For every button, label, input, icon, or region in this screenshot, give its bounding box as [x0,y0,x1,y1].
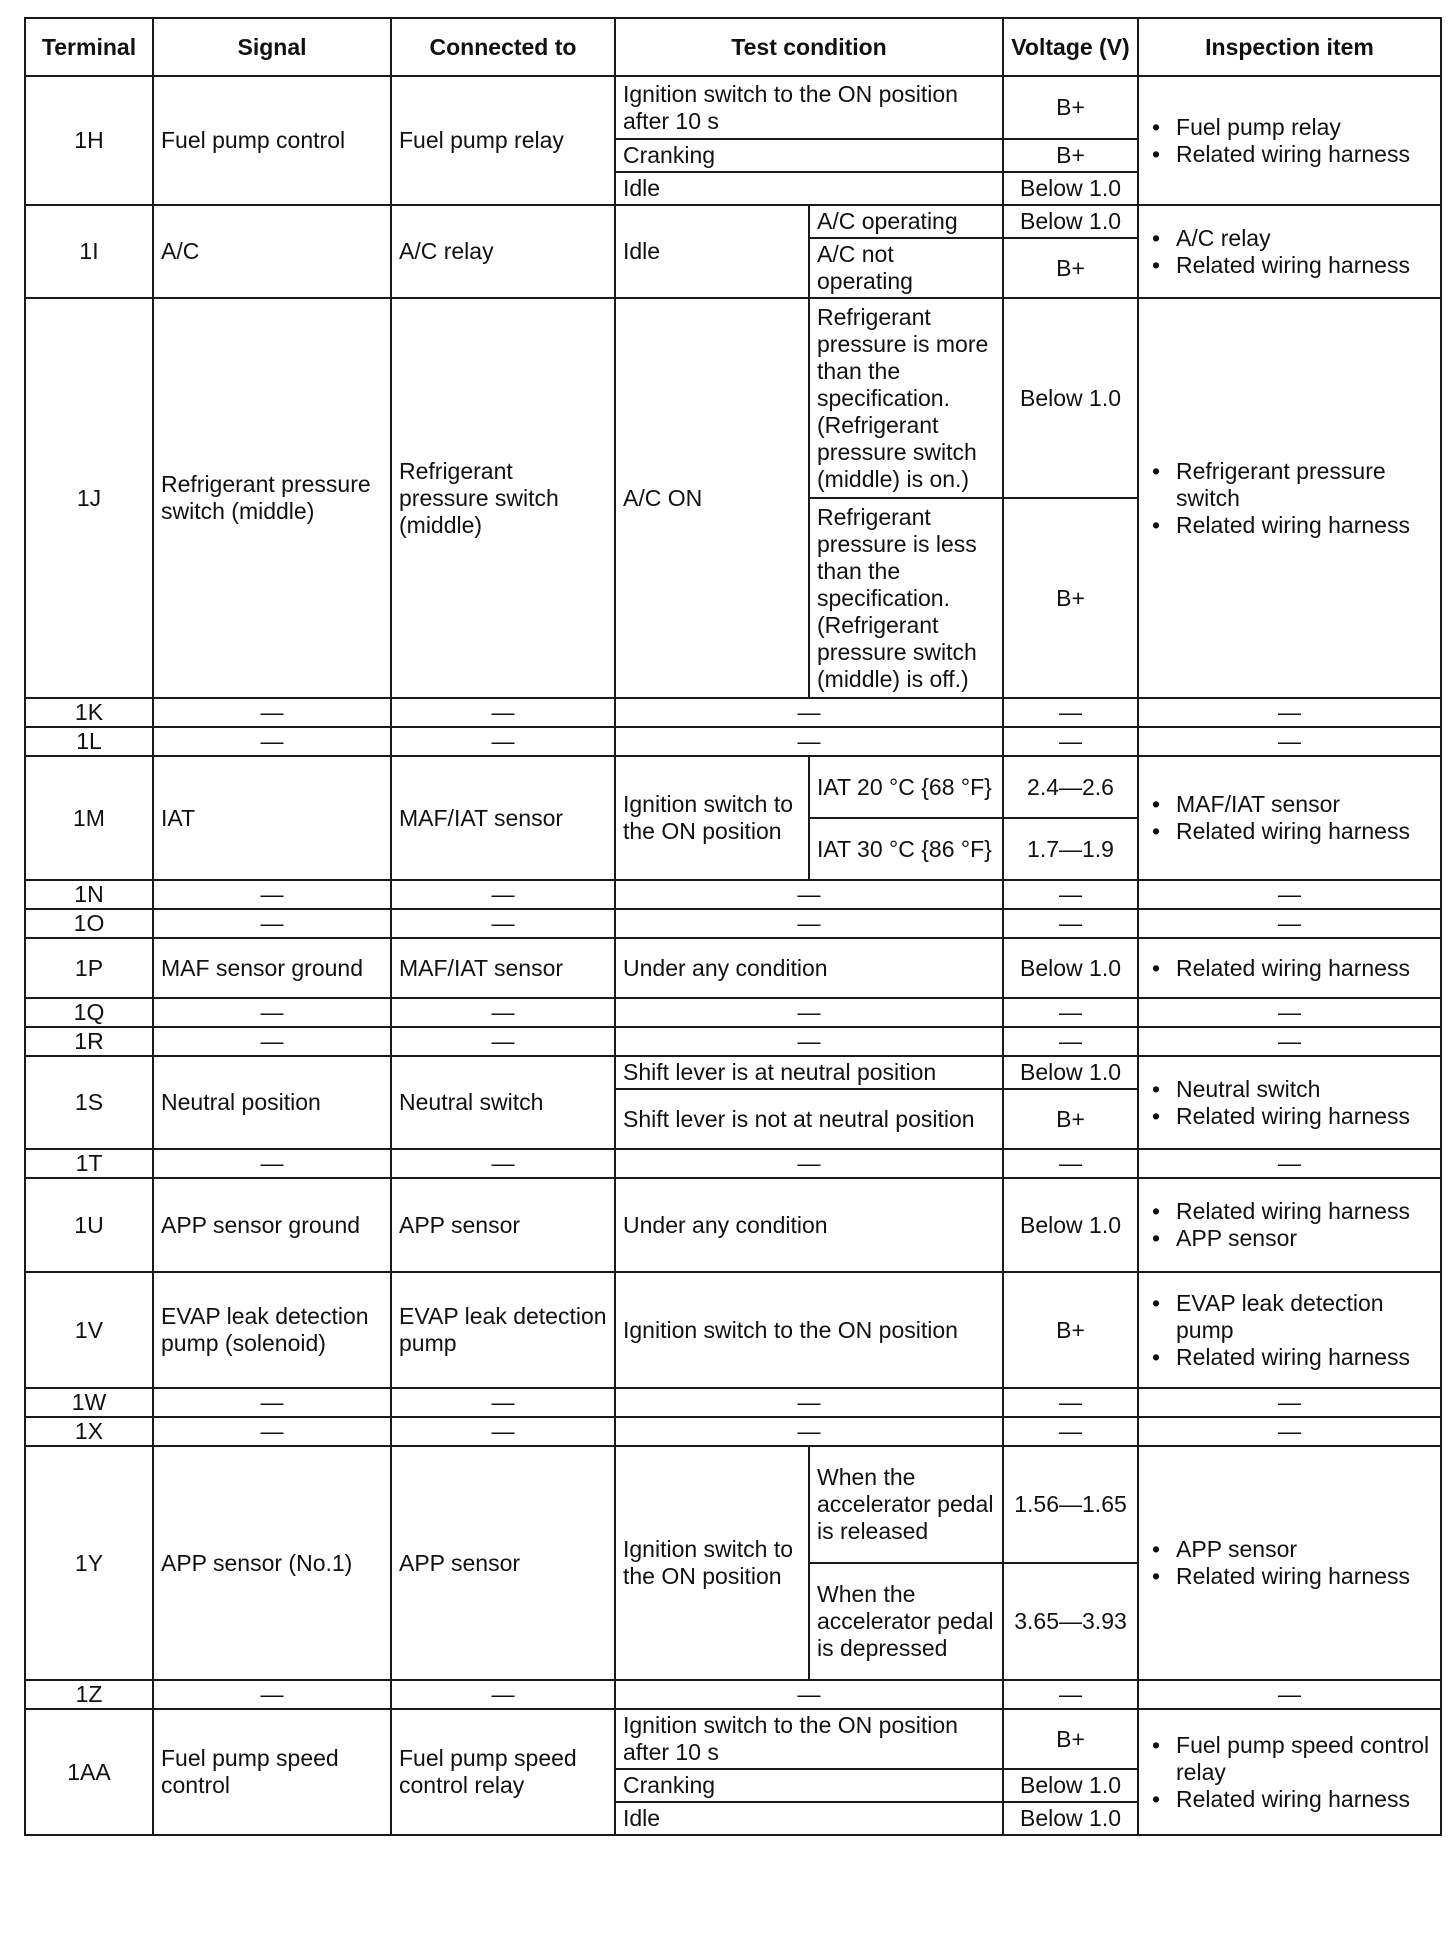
voltage-cell: B+ [1003,1089,1138,1149]
voltage-cell: Below 1.0 [1003,172,1138,205]
signal-cell: Refrigerant pressure switch (middle) [153,298,391,698]
voltage-cell: B+ [1003,238,1138,298]
terminal-cell: 1T [25,1149,153,1178]
dash-cell: — [153,1680,391,1709]
voltage-cell: B+ [1003,498,1138,698]
table-row [25,1056,1441,1089]
inspection-item: • Related wiring harness [1146,955,1433,982]
dash-cell: — [615,1149,1003,1178]
test-condition-cell: Idle [615,1802,1003,1835]
terminal-cell: 1M [25,756,153,880]
table-row [25,880,1441,909]
table-row [25,756,1441,818]
table-row [25,938,1441,998]
terminal-cell: 1H [25,76,153,205]
signal-cell: Neutral position [153,1056,391,1149]
dash-cell: — [1003,698,1138,727]
dash-cell: — [615,1388,1003,1417]
test-condition-cell: Under any condition [615,1178,1003,1272]
table-row [25,727,1441,756]
voltage-cell: Below 1.0 [1003,298,1138,498]
connected-cell: Fuel pump relay [391,76,615,205]
inspection-item: • Related wiring harness [1146,1198,1433,1225]
inspection-item: • APP sensor [1146,1536,1433,1563]
dash-cell: — [1003,1388,1138,1417]
table-row [25,698,1441,727]
dash-cell: — [391,1680,615,1709]
terminal-cell: 1O [25,909,153,938]
dash-cell: — [1003,727,1138,756]
voltage-cell: Below 1.0 [1003,1056,1138,1089]
inspection-item: • Related wiring harness [1146,1103,1433,1130]
table-row [25,76,1441,139]
terminal-cell: 1K [25,698,153,727]
sub-condition-cell: A/C not operating [809,238,1003,298]
test-condition-cell: Ignition switch to the ON position [615,1446,809,1680]
inspection-item: • Fuel pump relay [1146,114,1433,141]
signal-cell: Fuel pump speed control [153,1709,391,1835]
terminal-cell: 1W [25,1388,153,1417]
inspection-item: • Related wiring harness [1146,141,1433,168]
inspection-cell [1138,1178,1441,1272]
connected-cell: APP sensor [391,1446,615,1680]
terminal-cell: 1J [25,298,153,698]
inspection-item: • APP sensor [1146,1225,1433,1252]
table-row [25,298,1441,498]
connected-cell: A/C relay [391,205,615,298]
inspection-cell [1138,756,1441,880]
header-row [25,18,1441,76]
dash-cell: — [391,698,615,727]
dash-cell: — [153,880,391,909]
connected-cell: MAF/IAT sensor [391,938,615,998]
table-row [25,1709,1441,1769]
test-condition-cell: Cranking [615,139,1003,172]
dash-cell: — [1138,880,1441,909]
header-test-condition: Test condition [615,18,1003,76]
terminal-cell: 1N [25,880,153,909]
terminal-cell: 1Z [25,1680,153,1709]
dash-cell: — [153,698,391,727]
dash-cell: — [1138,1680,1441,1709]
dash-cell: — [615,698,1003,727]
sub-condition-cell: A/C operating [809,205,1003,238]
table-row [25,205,1441,238]
terminal-cell: 1L [25,727,153,756]
dash-cell: — [615,1417,1003,1446]
signal-cell: APP sensor ground [153,1178,391,1272]
voltage-cell: Below 1.0 [1003,1178,1138,1272]
inspection-item: • Related wiring harness [1146,1563,1433,1590]
sub-condition-cell: When the accelerator pedal is released [809,1446,1003,1563]
dash-cell: — [391,909,615,938]
test-condition-cell: Shift lever is at neutral position [615,1056,1003,1089]
table-row [25,1417,1441,1446]
voltage-cell: Below 1.0 [1003,205,1138,238]
dash-cell: — [1138,727,1441,756]
dash-cell: — [1138,998,1441,1027]
test-condition-cell: Ignition switch to the ON position after 10 s [615,76,1003,139]
inspection-item: • Related wiring harness [1146,512,1433,539]
test-condition-cell: Shift lever is not at neutral position [615,1089,1003,1149]
voltage-cell: B+ [1003,1272,1138,1388]
dash-cell: — [615,1027,1003,1056]
dash-cell: — [1003,909,1138,938]
dash-cell: — [153,727,391,756]
terminal-inspection-table [24,17,1442,1836]
terminal-cell: 1Q [25,998,153,1027]
test-condition-cell: Idle [615,172,1003,205]
dash-cell: — [1138,1388,1441,1417]
table-row [25,998,1441,1027]
terminal-cell: 1I [25,205,153,298]
signal-cell: EVAP leak detection pump (solenoid) [153,1272,391,1388]
connected-cell: APP sensor [391,1178,615,1272]
dash-cell: — [153,1417,391,1446]
sub-condition-cell: IAT 30 °C {86 °F} [809,818,1003,880]
table-row [25,1178,1441,1272]
sub-condition-cell: IAT 20 °C {68 °F} [809,756,1003,818]
inspection-item: • Fuel pump speed control relay [1146,1732,1433,1786]
voltage-cell: 1.56—1.65 [1003,1446,1138,1563]
dash-cell: — [1138,698,1441,727]
dash-cell: — [153,1149,391,1178]
test-condition-cell: Ignition switch to the ON position [615,756,809,880]
dash-cell: — [615,880,1003,909]
connected-cell: Refrigerant pressure switch (middle) [391,298,615,698]
terminal-cell: 1R [25,1027,153,1056]
dash-cell: — [1138,1417,1441,1446]
inspection-item: • Related wiring harness [1146,818,1433,845]
dash-cell: — [391,1388,615,1417]
dash-cell: — [153,1388,391,1417]
dash-cell: — [1138,1027,1441,1056]
dash-cell: — [153,909,391,938]
terminal-cell: 1V [25,1272,153,1388]
dash-cell: — [391,880,615,909]
terminal-cell: 1U [25,1178,153,1272]
inspection-cell [1138,1709,1441,1835]
dash-cell: — [153,998,391,1027]
voltage-cell: 2.4—2.6 [1003,756,1138,818]
terminal-table-wrapper [24,17,1440,1836]
connected-cell: EVAP leak detection pump [391,1272,615,1388]
dash-cell: — [391,998,615,1027]
dash-cell: — [1003,998,1138,1027]
test-condition-cell: Ignition switch to the ON position [615,1272,1003,1388]
table-row [25,1272,1441,1388]
voltage-cell: B+ [1003,1709,1138,1769]
terminal-cell: 1X [25,1417,153,1446]
voltage-cell: Below 1.0 [1003,938,1138,998]
inspection-item: • Related wiring harness [1146,1786,1433,1813]
test-condition-cell: A/C ON [615,298,809,698]
voltage-cell: 1.7—1.9 [1003,818,1138,880]
dash-cell: — [1003,1027,1138,1056]
test-condition-cell: Under any condition [615,938,1003,998]
inspection-item: • Related wiring harness [1146,252,1433,279]
inspection-item: • MAF/IAT sensor [1146,791,1433,818]
dash-cell: — [391,1149,615,1178]
voltage-cell: B+ [1003,76,1138,139]
terminal-cell: 1AA [25,1709,153,1835]
signal-cell: MAF sensor ground [153,938,391,998]
inspection-item: • Refrigerant pressure switch [1146,458,1433,512]
signal-cell: A/C [153,205,391,298]
signal-cell: APP sensor (No.1) [153,1446,391,1680]
dash-cell: — [1003,1417,1138,1446]
header-voltage: Voltage (V) [1003,18,1138,76]
test-condition-cell: Cranking [615,1769,1003,1802]
dash-cell: — [391,1027,615,1056]
terminal-cell: 1Y [25,1446,153,1680]
dash-cell: — [615,909,1003,938]
header-connected-to: Connected to [391,18,615,76]
table-row [25,1446,1441,1563]
header-terminal: Terminal [25,18,153,76]
dash-cell: — [391,727,615,756]
signal-cell: IAT [153,756,391,880]
inspection-cell [1138,76,1441,205]
sub-condition-cell: When the accelerator pedal is depressed [809,1563,1003,1680]
header-signal: Signal [153,18,391,76]
terminal-cell: 1S [25,1056,153,1149]
table-row [25,909,1441,938]
dash-cell: — [391,1417,615,1446]
dash-cell: — [1138,909,1441,938]
dash-cell: — [615,727,1003,756]
dash-cell: — [1003,1680,1138,1709]
voltage-cell: Below 1.0 [1003,1769,1138,1802]
voltage-cell: 3.65—3.93 [1003,1563,1138,1680]
dash-cell: — [1138,1149,1441,1178]
header-inspection-item: Inspection item [1138,18,1441,76]
table-row [25,1027,1441,1056]
inspection-item: • Neutral switch [1146,1076,1433,1103]
inspection-cell [1138,1272,1441,1388]
dash-cell: — [1003,880,1138,909]
inspection-cell [1138,1056,1441,1149]
sub-condition-cell: Refrigerant pressure is more than the specification. (Refrigerant pressure switch (middle) is on.) [809,298,1003,498]
test-condition-cell: Ignition switch to the ON position after 10 s [615,1709,1003,1769]
connected-cell: MAF/IAT sensor [391,756,615,880]
table-row [25,1388,1441,1417]
inspection-item: • Related wiring harness [1146,1344,1433,1371]
connected-cell: Neutral switch [391,1056,615,1149]
dash-cell: — [153,1027,391,1056]
signal-cell: Fuel pump control [153,76,391,205]
dash-cell: — [615,1680,1003,1709]
inspection-cell [1138,298,1441,698]
voltage-cell: Below 1.0 [1003,1802,1138,1835]
inspection-item: • EVAP leak detection pump [1146,1290,1433,1344]
inspection-item: • A/C relay [1146,225,1433,252]
voltage-cell: B+ [1003,139,1138,172]
table-row [25,1680,1441,1709]
inspection-cell [1138,938,1441,998]
dash-cell: — [615,998,1003,1027]
inspection-cell [1138,205,1441,298]
sub-condition-cell: Refrigerant pressure is less than the specification. (Refrigerant pressure switch (middle) is off.) [809,498,1003,698]
connected-cell: Fuel pump speed control relay [391,1709,615,1835]
inspection-cell [1138,1446,1441,1680]
table-row [25,1149,1441,1178]
dash-cell: — [1003,1149,1138,1178]
terminal-cell: 1P [25,938,153,998]
test-condition-cell: Idle [615,205,809,298]
